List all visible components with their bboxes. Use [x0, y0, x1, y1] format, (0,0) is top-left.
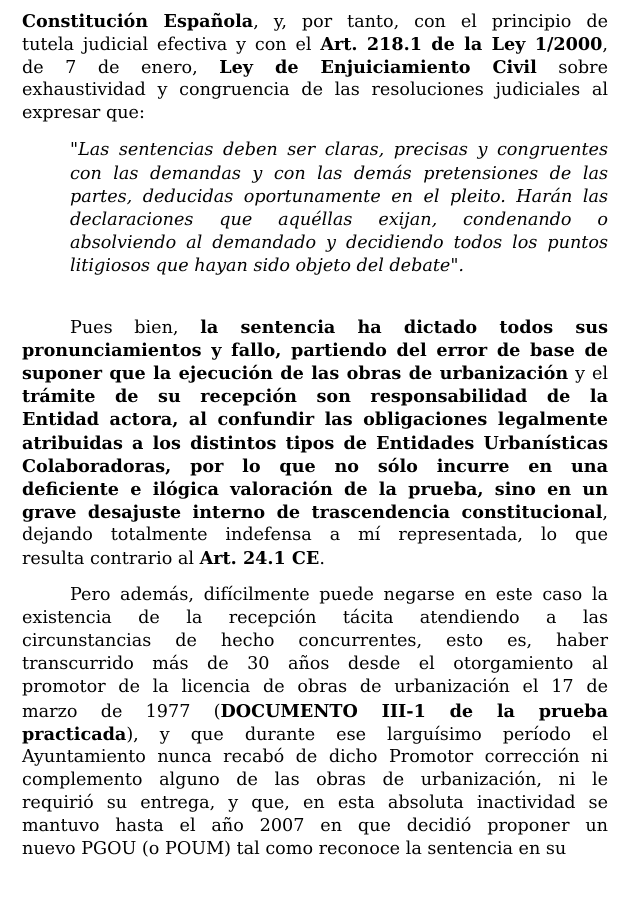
text-line [22, 700, 608, 723]
bold-text: deficiente e ilógica valoración de la prueba, sino en un [22, 478, 608, 500]
bold-text: Entidad actora, al confundir las obligaciones legalmente [22, 409, 608, 431]
text-run: , [602, 35, 608, 56]
text-run: partes, deducidas oportunamente en el pleito. Harán las [70, 186, 608, 207]
text-run: transcurrido más de 30 años desde el otorgamiento al [22, 654, 608, 675]
text-line [22, 501, 608, 524]
text-run: Pues bien, [70, 318, 201, 339]
text-line [22, 478, 608, 501]
text-line [22, 723, 608, 746]
text-run: expresar que: [22, 103, 145, 124]
text-line [22, 653, 608, 676]
text-run: existencia de la recepción tácita atendiendo a las [22, 608, 608, 629]
text-line [22, 815, 608, 838]
text-run: tutela judicial efectiva y con el [22, 35, 321, 56]
paragraph-pues-bien [22, 316, 608, 570]
text-line [22, 385, 608, 408]
text-line [22, 524, 608, 547]
bold-text: pronunciamientos y fallo, partiendo del error de base de [22, 340, 608, 362]
text-line [70, 232, 608, 255]
text-line [22, 408, 608, 431]
bold-text: practicada [22, 723, 127, 745]
bold-text: Art. 218.1 de la Ley 1/2000 [320, 34, 603, 56]
paragraph-pero-ademas [22, 584, 608, 861]
text-run: exhaustividad y congruencia de las resoluciones judiciales al [22, 80, 608, 101]
bold-text: Art. 24.1 CE [199, 547, 320, 569]
text-line [22, 362, 608, 385]
bold-text: trámite de su recepción son responsabilidad de la [22, 386, 608, 408]
text-line [22, 316, 608, 339]
bold-text: Ley de Enjuiciamiento Civil [219, 57, 537, 79]
text-run: sobre [536, 58, 608, 79]
text-line [70, 139, 608, 162]
text-run: de 7 de enero, [22, 58, 220, 79]
text-run: mantuvo hasta el año 2007 en que decidió proponer un [22, 816, 608, 836]
text-line [22, 56, 608, 79]
text-run: Ayuntamiento nunca recabó de dicho Promotor corrección ni [22, 746, 608, 767]
bold-text: atribuidas a los distintos tipos de Entidades Urbanísticas [22, 432, 608, 454]
text-run: , [602, 502, 608, 523]
text-run: absolviendo al demandado y decidiendo todos los puntos [70, 232, 608, 253]
text-run: declaraciones que aquéllas exijan, condenando o [70, 209, 608, 230]
text-line [70, 209, 608, 232]
quoted-law-text [70, 139, 608, 278]
bold-text: la sentencia ha dictado todos sus [200, 317, 608, 339]
bold-text: grave desajuste interno de trascendencia constitucional [22, 501, 603, 523]
text-line [22, 584, 608, 607]
text-line [22, 455, 608, 478]
document-page [22, 10, 608, 861]
text-run: con las demandas y con las demás pretensiones de las [70, 163, 608, 184]
text-line [22, 102, 608, 125]
text-run: requirió su entrega, y que, en esta absoluta inactividad se [22, 792, 608, 813]
bold-text: Constitución Española [22, 11, 254, 32]
text-line [22, 10, 608, 33]
text-line [22, 79, 608, 102]
text-run: litigiosos que hayan sido objeto del debate [70, 255, 451, 276]
text-line [70, 186, 608, 209]
text-line [22, 769, 608, 792]
text-line [22, 339, 608, 362]
bold-text: suponer que la ejecución de las obras de urbanización [22, 363, 569, 385]
text-line [22, 607, 608, 630]
bold-text: Colaboradoras, por lo que no sólo incurre en una [22, 455, 608, 477]
text-run: ), y que durante ese larguísimo período el [126, 724, 608, 745]
text-run: resulta contrario al [22, 548, 200, 569]
text-line [22, 432, 608, 455]
text-run: nuevo PGOU (o POUM) tal como reconoce la sentencia en su [22, 839, 567, 860]
text-run: complemento alguno de las obras de urbanización, ni le [22, 769, 608, 790]
text-run: marzo de 1977 ( [22, 701, 221, 722]
text-line [22, 838, 608, 861]
text-run: y el [568, 364, 608, 385]
text-run: . [319, 548, 325, 569]
text-line [70, 163, 608, 186]
text-run: , y, por tanto, con el principio de [253, 12, 608, 32]
text-run: ". [450, 255, 465, 276]
bold-text: DOCUMENTO III-1 de la prueba [220, 700, 608, 722]
text-line [22, 746, 608, 769]
text-run: dejando totalmente indefensa a mí representada, lo que [22, 524, 608, 545]
text-line [22, 792, 608, 815]
paragraph-intro [22, 10, 608, 125]
text-run: "Las sentencias deben ser claras, precisas y congruentes [70, 140, 608, 161]
text-line [70, 255, 608, 278]
text-line [22, 33, 608, 56]
text-run: promotor de la licencia de obras de urbanización el 17 de [22, 677, 608, 698]
text-line [22, 547, 608, 570]
text-line [22, 630, 608, 653]
text-run: circunstancias de hecho concurrentes, esto es, haber [22, 631, 608, 652]
text-line [22, 676, 608, 699]
text-run: Pero además, difícilmente puede negarse en este caso la [70, 585, 608, 606]
